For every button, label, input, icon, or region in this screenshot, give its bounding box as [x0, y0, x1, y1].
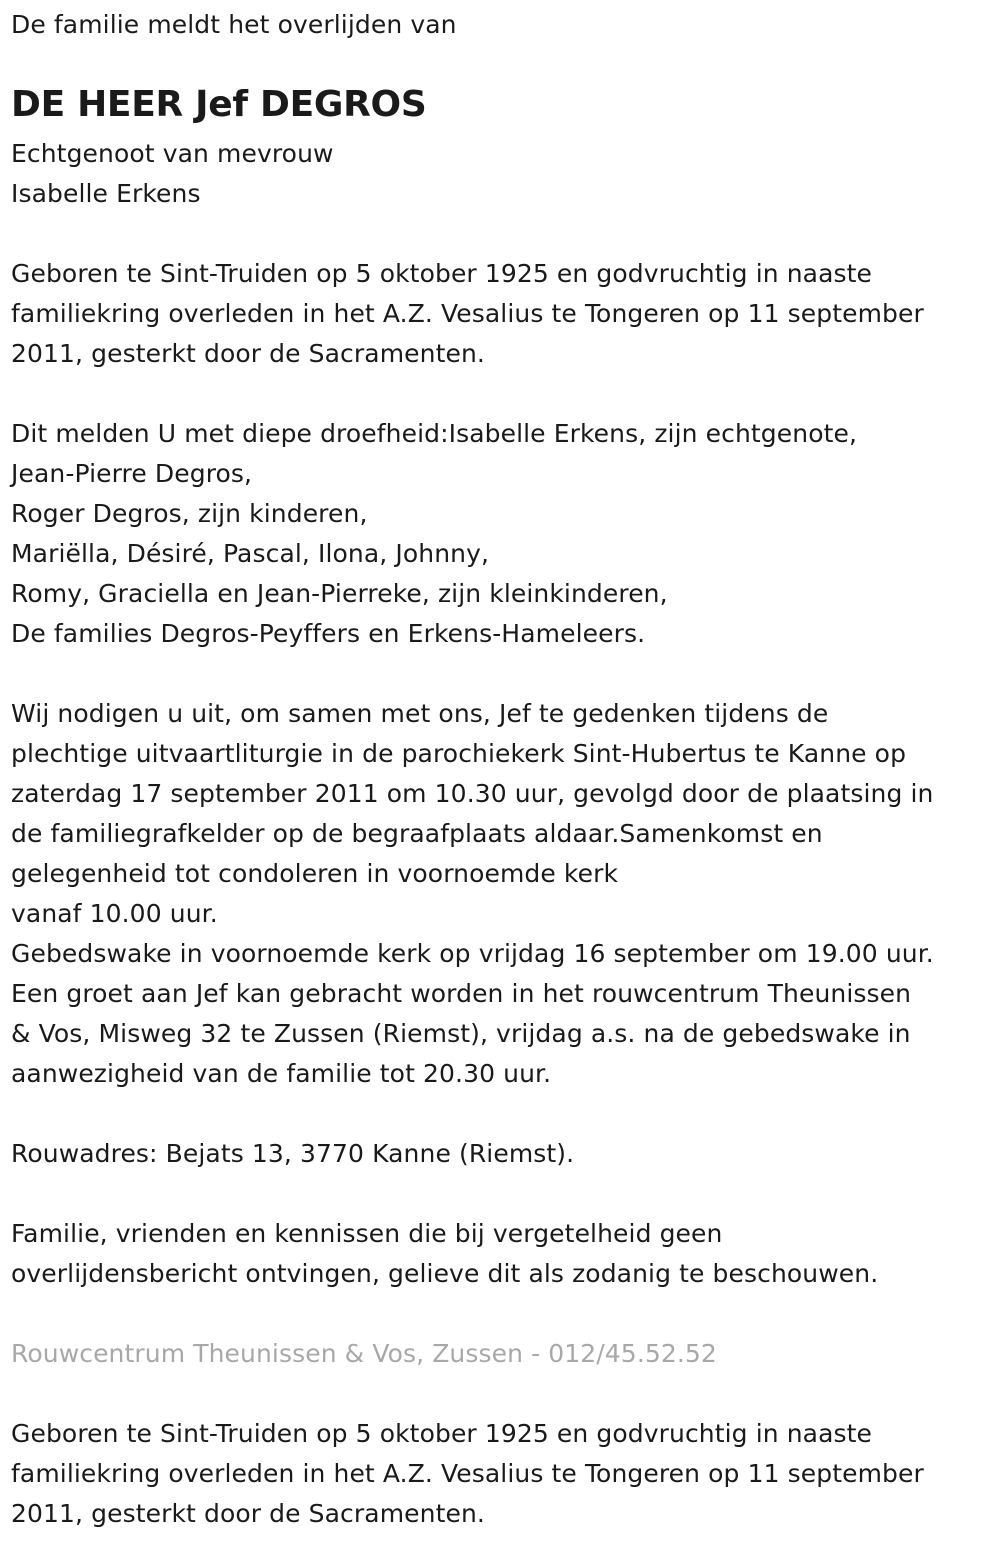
mourners-line: Romy, Graciella en Jean-Pierreke, zijn kleinkinderen,: [11, 579, 668, 608]
funeral-home-contact: Rouwcentrum Theunissen & Vos, Zussen - 012/45.52.52: [11, 1339, 717, 1368]
birth-death-repeat-line: familiekring overleden in het A.Z. Vesalius te Tongeren op 11 september: [11, 1459, 924, 1488]
mourning-address: Rouwadres: Bejats 13, 3770 Kanne (Riemst).: [11, 1139, 575, 1168]
intro-text: De familie meldt het overlijden van: [11, 10, 457, 39]
ceremony-line: Een groet aan Jef kan gebracht worden in het rouwcentrum Theunissen: [11, 979, 912, 1008]
birth-death-repeat-block: [11, 1414, 924, 1534]
birth-death-line: familiekring overleden in het A.Z. Vesalius te Tongeren op 11 september: [11, 299, 924, 328]
spouse-block: [11, 134, 334, 214]
birth-death-repeat-line: 2011, gesterkt door de Sacramenten.: [11, 1499, 485, 1528]
ceremony-line: gelegenheid tot condoleren in voornoemde kerk: [11, 859, 619, 888]
funeral-home-block: [11, 1334, 717, 1374]
birth-death-repeat-line: Geboren te Sint-Truiden op 5 oktober 1925 en godvruchtig in naaste: [11, 1419, 873, 1448]
ceremony-line: de familiegrafkelder op de begraafplaats aldaar.Samenkomst en: [11, 819, 823, 848]
ceremony-line: Gebedswake in voornoemde kerk op vrijdag 16 september om 19.00 uur.: [11, 939, 934, 968]
birth-death-line: Geboren te Sint-Truiden op 5 oktober 1925 en godvruchtig in naaste: [11, 259, 873, 288]
mourners-line: Dit melden U met diepe droefheid:Isabelle Erkens, zijn echtgenote,: [11, 419, 858, 448]
mourners-line: Jean-Pierre Degros,: [11, 459, 253, 488]
birth-death-line: 2011, gesterkt door de Sacramenten.: [11, 339, 485, 368]
birth-death-block: [11, 254, 924, 374]
mourners-line: De families Degros-Peyffers en Erkens-Hameleers.: [11, 619, 646, 648]
ceremony-line: vanaf 10.00 uur.: [11, 899, 218, 928]
notice-line: Familie, vrienden en kennissen die bij vergetelheid geen: [11, 1219, 723, 1248]
mourners-block: [11, 414, 857, 654]
ceremony-block: [11, 694, 934, 1094]
ceremony-line: & Vos, Misweg 32 te Zussen (Riemst), vrijdag a.s. na de gebedswake in: [11, 1019, 911, 1048]
notice-line: overlijdensbericht ontvingen, gelieve dit als zodanig te beschouwen.: [11, 1259, 879, 1288]
mourners-line: Mariëlla, Désiré, Pascal, Ilona, Johnny,: [11, 539, 490, 568]
ceremony-line: aanwezigheid van de familie tot 20.30 uur.: [11, 1059, 552, 1088]
deceased-name-title: DE HEER Jef DEGROS: [11, 84, 427, 125]
address-block: [11, 1134, 574, 1174]
mourners-line: Roger Degros, zijn kinderen,: [11, 499, 368, 528]
notice-block: [11, 1214, 878, 1294]
ceremony-line: Wij nodigen u uit, om samen met ons, Jef te gedenken tijdens de: [11, 699, 829, 728]
ceremony-line: zaterdag 17 september 2011 om 10.30 uur, gevolgd door de plaatsing in: [11, 779, 934, 808]
spouse-line: Echtgenoot van mevrouw: [11, 139, 334, 168]
ceremony-line: plechtige uitvaartliturgie in de parochiekerk Sint-Hubertus te Kanne op: [11, 739, 907, 768]
spouse-line: Isabelle Erkens: [11, 179, 201, 208]
